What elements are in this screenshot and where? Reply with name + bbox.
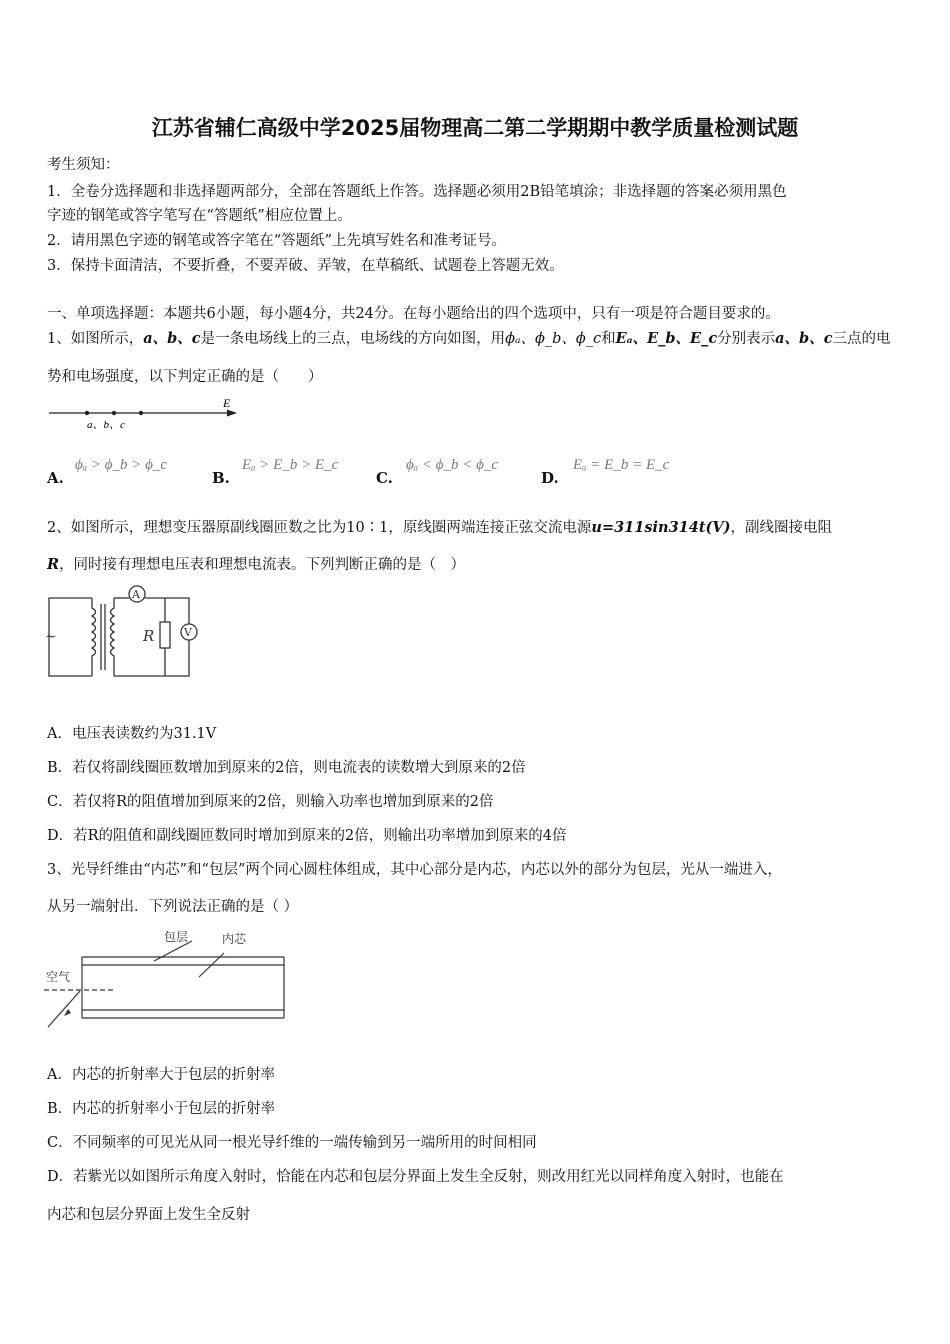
notice-item: 字迹的钢笔或答字笔写在“答题纸”相应位置上。 (47, 208, 352, 224)
q1-option-b-label[interactable]: B. (212, 469, 230, 487)
q1-stem-line2: 势和电场强度，以下判定正确的是（ ） (47, 369, 323, 385)
q3-option-a[interactable]: A．内芯的折射率大于包层的折射率 (47, 1067, 275, 1083)
notice-item: 3．保持卡面清洁，不要折叠，不要弄破、弄皱，在草稿纸、试题卷上答题无效。 (47, 258, 564, 274)
field-label: E (223, 396, 231, 410)
q1-option-a-formula: ϕₐ > ϕ_b > ϕ_c (75, 457, 168, 473)
points-label: a、b、c (87, 419, 125, 431)
core-label: 内芯 (222, 932, 247, 946)
q1-option-b-formula: Eₐ > E_b > E_c (242, 457, 339, 473)
q1-option-d-label[interactable]: D. (541, 469, 559, 487)
q3-stem-line1: 3、光导纤维由“内芯”和“包层”两个同心圆柱体组成，其中心部分是内芯，内芯以外的部分为包层，光从一端进入， (47, 862, 782, 878)
q3-stem-line2: 从另一端射出．下列说法正确的是（ ） (47, 899, 299, 915)
notice-item: 1．全卷分选择题和非选择题两部分，全部在答题纸上作答。选择题必须用2B铅笔填涂；非选择题的答案必须用黑色 (47, 184, 787, 200)
q2-stem-line1: 2、如图所示，理想变压器原副线圈匝数之比为10∶1，原线圈两端连接正弦交流电源u=311sin314t(V)，副线圈接电阻 (47, 519, 833, 536)
page-title: 江苏省辅仁高级中学2025届物理高二第二学期期中教学质量检测试题 (151, 116, 799, 140)
notice-heading: 考生须知： (47, 157, 120, 173)
q2-option-d[interactable]: D．若R的阻值和副线圈匝数同时增加到原来的2倍，则输出功率增加到原来的4倍 (47, 828, 567, 844)
q1-option-c-label[interactable]: C. (376, 469, 393, 487)
q3-option-b[interactable]: B．内芯的折射率小于包层的折射率 (47, 1101, 276, 1117)
q3-option-c[interactable]: C．不同频率的可见光从同一根光导纤维的一端传输到另一端所用的时间相同 (47, 1135, 537, 1151)
q1-option-a-label[interactable]: A. (47, 469, 64, 487)
resistor-label: R (143, 627, 155, 645)
notice-item: 2．请用黑色字迹的钢笔或答字笔在“答题纸”上先填写姓名和准考证号。 (47, 233, 507, 249)
q3-option-d[interactable]: D．若紫光以如图所示角度入射时，恰能在内芯和包层分界面上发生全反射，则改用红光以同样角度入射时，也能在 (47, 1169, 784, 1185)
air-label: 空气 (46, 970, 71, 984)
q2-option-b[interactable]: B．若仅将副线圈匝数增加到原来的2倍，则电流表的读数增大到原来的2倍 (47, 760, 526, 776)
ac-source-icon: ~ (45, 629, 57, 645)
q3-optical-fiber-figure (44, 925, 289, 1030)
cladding-label: 包层 (164, 930, 189, 944)
q1-stem-line1: 1、如图所示，a、b、c是一条电场线上的三点，电场线的方向如图，用ϕₐ、ϕ_b、ϕ_c和Eₐ、E_b、E_c分别表示a、b、c三点的电 (47, 330, 891, 347)
q2-stem-line2: R，同时接有理想电压表和理想电流表。下列判断正确的是（ ） (47, 556, 466, 573)
q1-field-line-figure (45, 395, 245, 433)
q1-option-d-formula: Eₐ = E_b = E_c (573, 457, 670, 473)
voltmeter-label: V (184, 626, 192, 639)
q3-option-d-cont: 内芯和包层分界面上发生全反射 (47, 1207, 250, 1223)
q2-transformer-circuit (45, 584, 210, 680)
section-heading: 一、单项选择题：本题共6小题，每小题4分，共24分。在每小题给出的四个选项中，只有一项是符合题目要求的。 (47, 306, 780, 322)
q1-option-c-formula: ϕₐ < ϕ_b < ϕ_c (406, 457, 499, 473)
ammeter-label: A (132, 588, 140, 601)
q2-option-c[interactable]: C．若仅将R的阻值增加到原来的2倍，则输入功率也增加到原来的2倍 (47, 794, 494, 810)
q2-option-a[interactable]: A．电压表读数约为31.1V (47, 726, 217, 742)
